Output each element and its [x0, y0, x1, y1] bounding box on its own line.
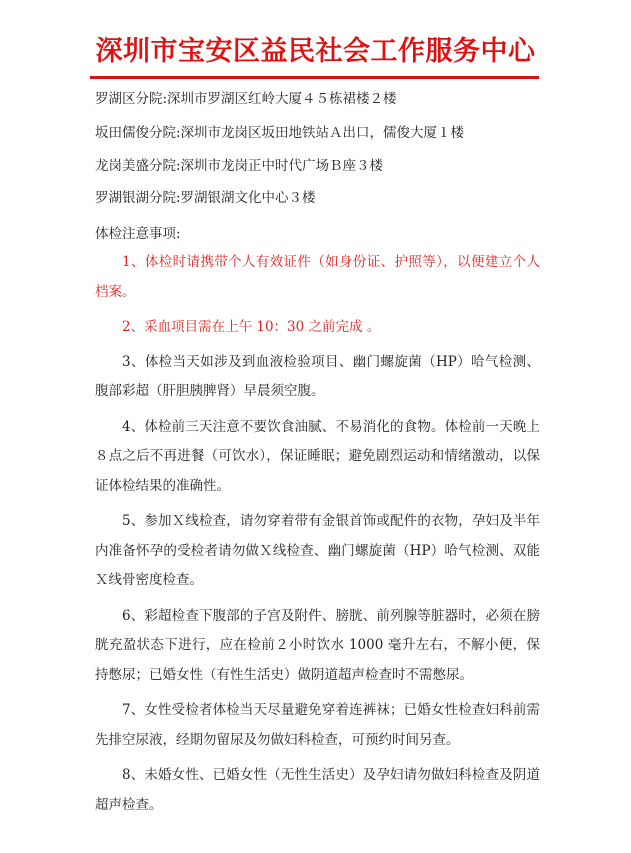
branch-address-yinhu: 罗湖银湖分院:罗湖银湖文化中心３楼 [95, 190, 316, 206]
branch-address-longgang: 龙岗美盛分院:深圳市龙岗正中时代广场Ｂ座３楼 [95, 158, 384, 174]
note-item-5: 5、参加Ｘ线检查，请勿穿着带有金银首饰或配件的衣物，孕妇及半年内准备怀孕的受检者请勿做Ｘ线检查、幽门螺旋菌（HP）哈气检测、双能Ｘ线骨密度检查。 [95, 513, 540, 588]
note-item-4: 4、体检前三天注意不要饮食油腻、不易消化的食物。体检前一天晚上８点之后不再进餐（可饮水），保证睡眠；避免剧烈运动和情绪激动，以保证体检结果的准确性。 [95, 418, 540, 494]
title-underline [90, 76, 539, 79]
note-item-7: 7、女性受检者体检当天尽量避免穿着连裤袜；已婚女性检查妇科前需先排空尿液，经期勿留尿及勿做妇科检查，可预约时间另查。 [95, 702, 540, 748]
note-item-3: 3、体检当天如涉及到血液检验项目、幽门螺旋菌（HP）哈气检测、腹部彩超（肝胆胰脾肾）早晨须空腹。 [95, 353, 540, 399]
note-item-8: 8、未婚女性、已婚女性（无性生活史）及孕妇请勿做妇科检查及阴道超声检查。 [95, 767, 540, 813]
document-title: 深圳市宝安区益民社会工作服务中心 [95, 36, 536, 67]
note-item-6: 6、彩超检查下腹部的子宫及附件、膀胱、前列腺等脏器时，必须在膀胱充盈状态下进行，应在检前２小时饮水 1000 毫升左右，不解小便，保持憋尿；已婚女性（有性生活史）做阴道超声检查时不需憋尿。 [95, 607, 540, 683]
note-item-1: 1、体检时请携带个人有效证件（如身份证、护照等），以便建立个人档案。 [95, 254, 540, 300]
branch-address-bantian: 坂田儒俊分院:深圳市龙岗区坂田地铁站Ａ出口，儒俊大厦１楼 [95, 125, 465, 141]
note-item-2: 2、采血项目需在上午 10：30 之前完成 。 [122, 319, 381, 335]
notes-list [95, 248, 540, 820]
branch-address-luohu: 罗湖区分院:深圳市罗湖区红岭大厦４５栋裙楼２楼 [95, 91, 397, 107]
notes-heading: 体检注意事项: [95, 226, 181, 242]
